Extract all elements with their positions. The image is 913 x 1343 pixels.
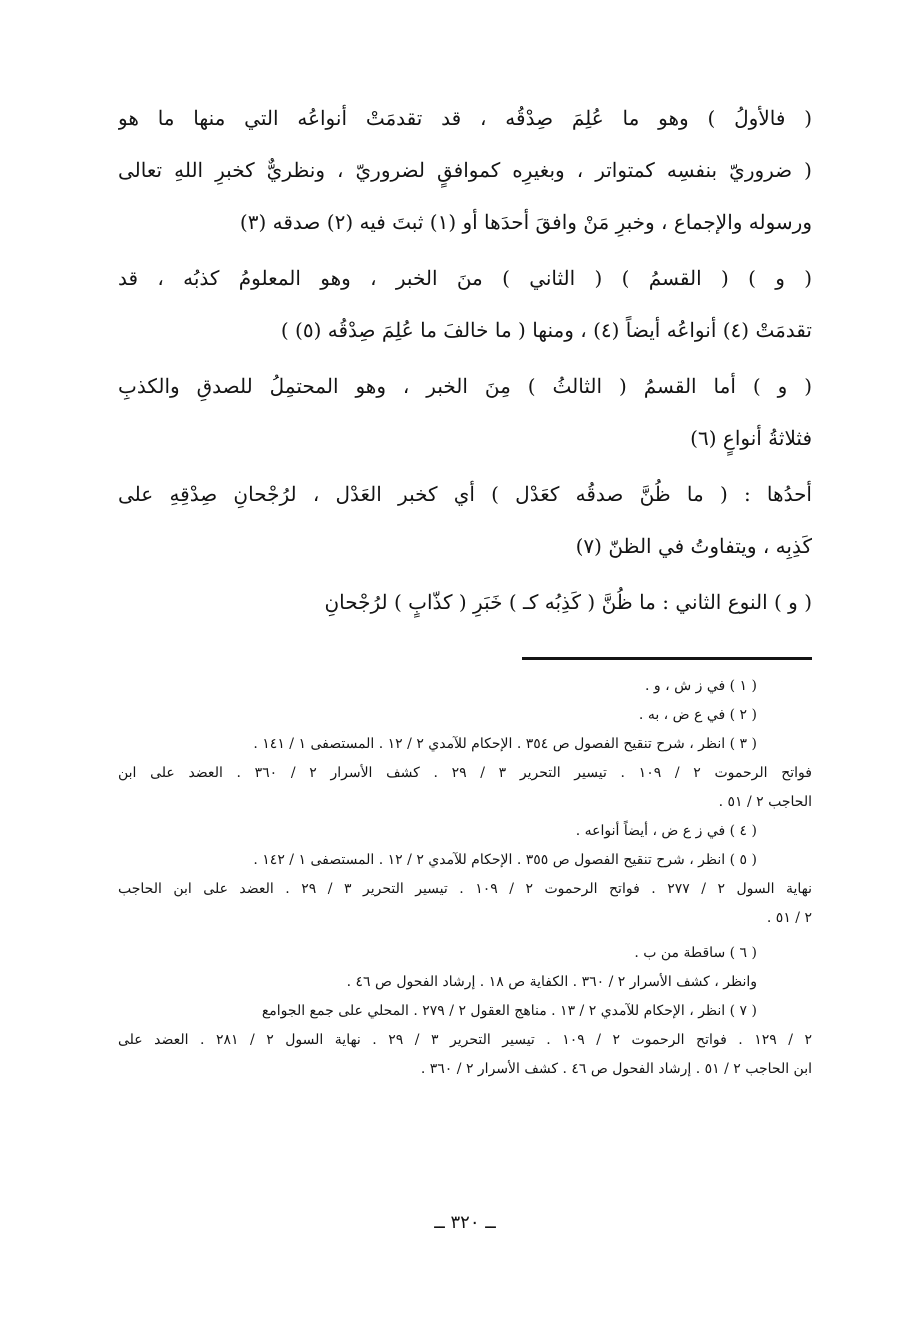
- footnote-line: ( ٧ ) انظر ، الإحكام للآمدي ٢ / ١٣ . مناهج العقول ٢ / ٢٧٩ . المحلي على جمع الجوامع: [261, 1003, 757, 1019]
- text-line: ورسوله والإجماع ، وخبرِ مَنْ وافقَ أحدَها أو (١) ثبتَ فيه (٢) صدقه (٣): [239, 210, 812, 234]
- footnote-line: ( ٢ ) في ع ض ، به .: [638, 707, 757, 723]
- main-text: [118, 92, 812, 628]
- text-line: كَذِبِه ، ويتفاوتُ في الظنّ (٧): [575, 534, 812, 558]
- footnotes: [118, 672, 812, 1084]
- footnote-line: الحاجب ٢ / ٥١ .: [718, 794, 812, 810]
- footnote-line: ٢ / ٥١ .: [766, 910, 812, 926]
- footnote-line: ( ٦ ) ساقطة من ب .: [634, 945, 757, 961]
- text-line: ( فالأولُ ) وهو ما عُلِمَ صِدْقُه ، قد تقدمَتْ أنواعُه التي منها ما هو: [118, 106, 812, 130]
- footnote-line: ( ٥ ) انظر ، شرح تنقيح الفصول ص ٣٥٥ . الإحكام للآمدي ٢ / ١٢ . المستصفى ١ / ١٤٢ .: [253, 852, 757, 868]
- paragraph: [118, 468, 812, 572]
- paragraph: [118, 252, 812, 356]
- text-line: أحدُها : ( ما ظُنَّ صدقُه كعَدْل ) أي كخبر العَدْل ، لرُجْحانِ صِدْقِهِ على: [118, 482, 812, 506]
- footnote-line: ( ٣ ) انظر ، شرح تنقيح الفصول ص ٣٥٤ . الإحكام للآمدي ٢ / ١٢ . المستصفى ١ / ١٤١ .: [253, 736, 757, 752]
- text-line: ( ضروريّ بنفسِه كمتواتر ، وبغيرِه كموافقٍ لضروريّ ، ونظريٌّ كخبرِ اللهِ تعالى: [118, 158, 812, 182]
- text-line: فثلاثةُ أنواعٍ (٦): [690, 426, 812, 450]
- footnote-line: فواتح الرحموت ٢ / ١٠٩ . تيسير التحرير ٣ / ٢٩ . كشف الأسرار ٢ / ٣٦٠ . العضد على ابن: [118, 765, 812, 781]
- text-line: ( و ) ( القسمُ ) ( الثاني ) منَ الخبر ، وهو المعلومُ كذبُه ، قد: [118, 266, 812, 290]
- footnote-line: وانظر ، كشف الأسرار ٢ / ٣٦٠ . الكفاية ص ١٨ . إرشاد الفحول ص ٤٦ .: [346, 974, 757, 990]
- footnote-line: ( ١ ) في ز ش ، و .: [644, 678, 757, 694]
- paragraph: [118, 92, 812, 248]
- footnote-line: ( ٤ ) في ز ع ض ، أيضاً أنواعه .: [575, 823, 757, 839]
- text-line: تقدمَتْ (٤) أنواعُه أيضاً (٤) ، ومنها ( ما خالفَ ما عُلِمَ صِدْقُه (٥) ): [280, 318, 812, 342]
- footnote-line: ابن الحاجب ٢ / ٥١ . إرشاد الفحول ص ٤٦ . كشف الأسرار ٢ / ٣٦٠ .: [420, 1061, 812, 1077]
- footnote-line: ٢ / ١٢٩ . فواتح الرحموت ٢ / ١٠٩ . تيسير التحرير ٣ / ٢٩ . نهاية السول ٢ / ٢٨١ . العضد على: [118, 1032, 812, 1048]
- footnote-line: نهاية السول ٢ / ٢٧٧ . فواتح الرحموت ٢ / ١٠٩ . تيسير التحرير ٣ / ٢٩ . العضد على ابن الحاجب: [118, 881, 812, 897]
- text-line: ( و ) النوع الثاني : ما ظُنَّ ( كَذِبُه كـ ) خَبَرِ ( كذّابٍ ) لرُجْحانِ: [324, 590, 812, 614]
- footnote-separator-rule: [522, 657, 812, 660]
- page: [118, 92, 812, 1272]
- paragraph: [118, 360, 812, 464]
- text-line: ( و ) أما القسمُ ( الثالثُ ) مِنَ الخبر ، وهو المحتمِلُ للصدقِ والكذبِ: [118, 374, 812, 398]
- page-number: ــ ٣٢٠ ــ: [434, 1212, 496, 1233]
- paragraph: [118, 576, 812, 628]
